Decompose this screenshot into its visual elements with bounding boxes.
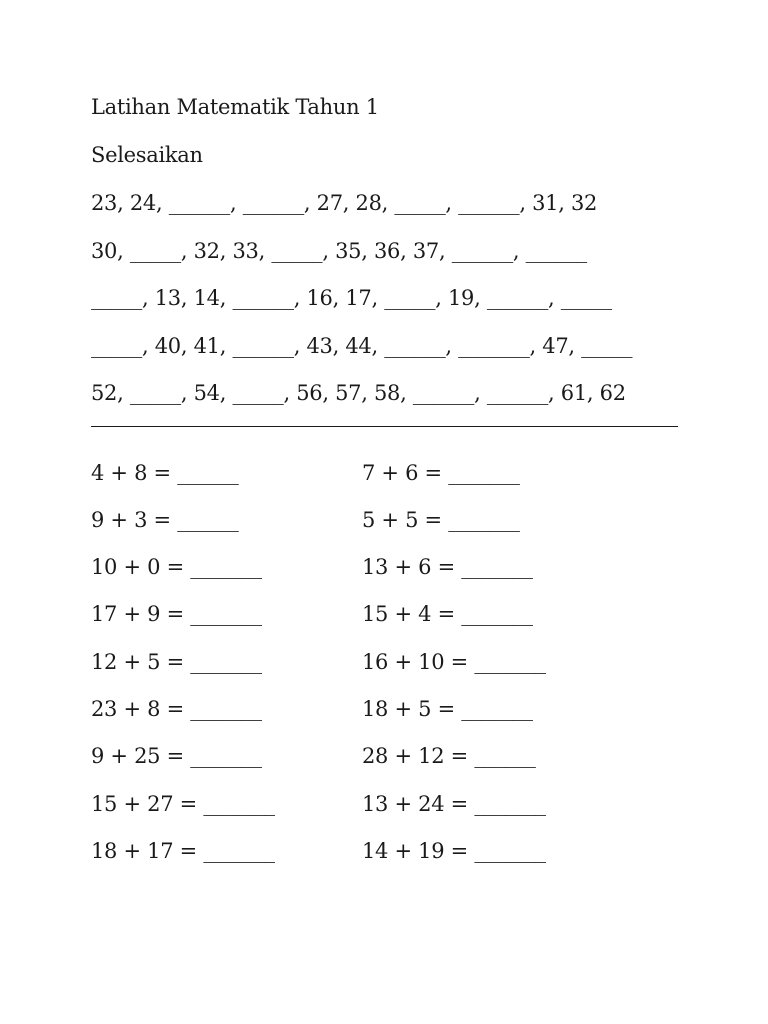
sequence-line: _____, 40, 41, ______, 43, 44, ______, _______, 47, _____	[91, 333, 633, 358]
addition-exercises	[91, 458, 691, 866]
worksheet-title: Latihan Matematik Tahun 1	[91, 95, 379, 119]
addition-item: 17 + 9 = _______	[91, 602, 262, 627]
addition-item: 28 + 12 = ______	[362, 744, 536, 769]
sequence-line: 52, _____, 54, _____, 56, 57, 58, ______, ______, 61, 62	[91, 381, 626, 405]
sequence-line: _____, 13, 14, ______, 16, 17, _____, 19, ______, _____	[91, 286, 612, 310]
addition-item: 7 + 6 = _______	[362, 460, 520, 485]
addition-item: 15 + 4 = _______	[362, 602, 533, 627]
number-sequences	[91, 188, 691, 408]
addition-item: 4 + 8 = ______	[91, 460, 239, 485]
addition-item: 15 + 27 = _______	[91, 791, 275, 816]
worksheet	[91, 92, 691, 866]
instruction-text: Selesaikan	[91, 143, 203, 167]
sequence-line: 30, _____, 32, 33, _____, 35, 36, 37, ______, ______	[91, 238, 587, 263]
addition-item: 18 + 5 = _______	[362, 696, 533, 721]
section-divider	[91, 426, 678, 427]
addition-item: 14 + 19 = _______	[362, 838, 546, 863]
addition-item: 5 + 5 = _______	[362, 507, 520, 532]
addition-item: 13 + 24 = _______	[362, 791, 546, 816]
addition-item: 18 + 17 = _______	[91, 838, 275, 863]
addition-item: 9 + 25 = _______	[91, 744, 262, 769]
addition-item: 16 + 10 = _______	[362, 649, 546, 674]
addition-item: 9 + 3 = ______	[91, 507, 239, 532]
addition-item: 23 + 8 = _______	[91, 696, 262, 721]
addition-item: 12 + 5 = _______	[91, 649, 262, 674]
addition-item: 10 + 0 = _______	[91, 555, 262, 580]
addition-item: 13 + 6 = _______	[362, 555, 533, 580]
sequence-line: 23, 24, ______, ______, 27, 28, _____, ______, 31, 32	[91, 191, 598, 215]
